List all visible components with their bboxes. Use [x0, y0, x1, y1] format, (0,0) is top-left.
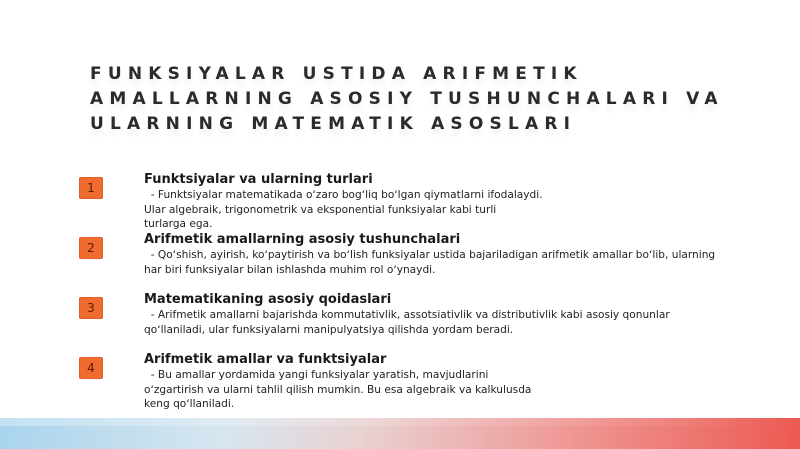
item-title: Matematikaning asosiy qoidaslari [144, 292, 392, 307]
footer-gradient-bar [0, 418, 800, 449]
item-body-line: qoʻllaniladi, ular funksiyalarni manipulyatsiya qilishda yordam beradi. [144, 323, 514, 336]
item-body-line: keng qoʻllaniladi. [144, 398, 235, 410]
item-body-line: - Funktsiyalar matematikada oʻzaro bogʻliq boʻlgan qiymatlarni ifodalaydi. [144, 189, 543, 201]
item-title: Funktsiyalar va ularning turlari [144, 172, 373, 187]
item-number-badge: 1 [79, 177, 103, 199]
item-body-line: Ular algebraik, trigonometrik va eksponential funksiyalar kabi turli [144, 203, 497, 216]
item-body-line: - Bu amallar yordamida yangi funksiyalar yaratish, mavjudlarini [144, 369, 489, 381]
item-body [144, 248, 715, 277]
item-number-badge: 4 [79, 357, 103, 379]
item-title: Arifmetik amallarning asosiy tushunchalari [144, 232, 461, 247]
item-body-line: turlarga ega. [144, 218, 213, 230]
item-number-badge: 2 [79, 237, 103, 259]
slide-title-line-1: FUNKSIYALAR USTIDA ARIFMETIK [90, 64, 583, 84]
item-body-line: - Arifmetik amallarni bajarishda kommutativlik, assotsiativlik va distributivlik kabi asosiy qonunlar [144, 309, 670, 321]
item-body-line: - Qoʻshish, ayirish, koʻpaytirish va boʻlish funksiyalar ustida bajariladigan arifmetik amallar boʻlib, ularning [144, 249, 716, 261]
item-number-badge: 3 [79, 297, 103, 319]
slide-title [90, 62, 780, 137]
item-body [144, 368, 531, 412]
item-body-line: oʻzgartirish va ularni tahlil qilish mumkin. Bu esa algebraik va kalkulusda [144, 383, 532, 396]
item-body-line: har biri funksiyalar bilan ishlashda muhim rol oʻynaydi. [144, 263, 436, 276]
slide-title-line-2: AMALLARNING ASOSIY TUSHUNCHALARI VA [90, 89, 724, 109]
slide-title-line-3: ULARNING MATEMATIK ASOSLARI [90, 114, 577, 134]
item-body [144, 188, 543, 232]
item-body [144, 308, 670, 337]
item-title: Arifmetik amallar va funktsiyalar [144, 352, 387, 367]
